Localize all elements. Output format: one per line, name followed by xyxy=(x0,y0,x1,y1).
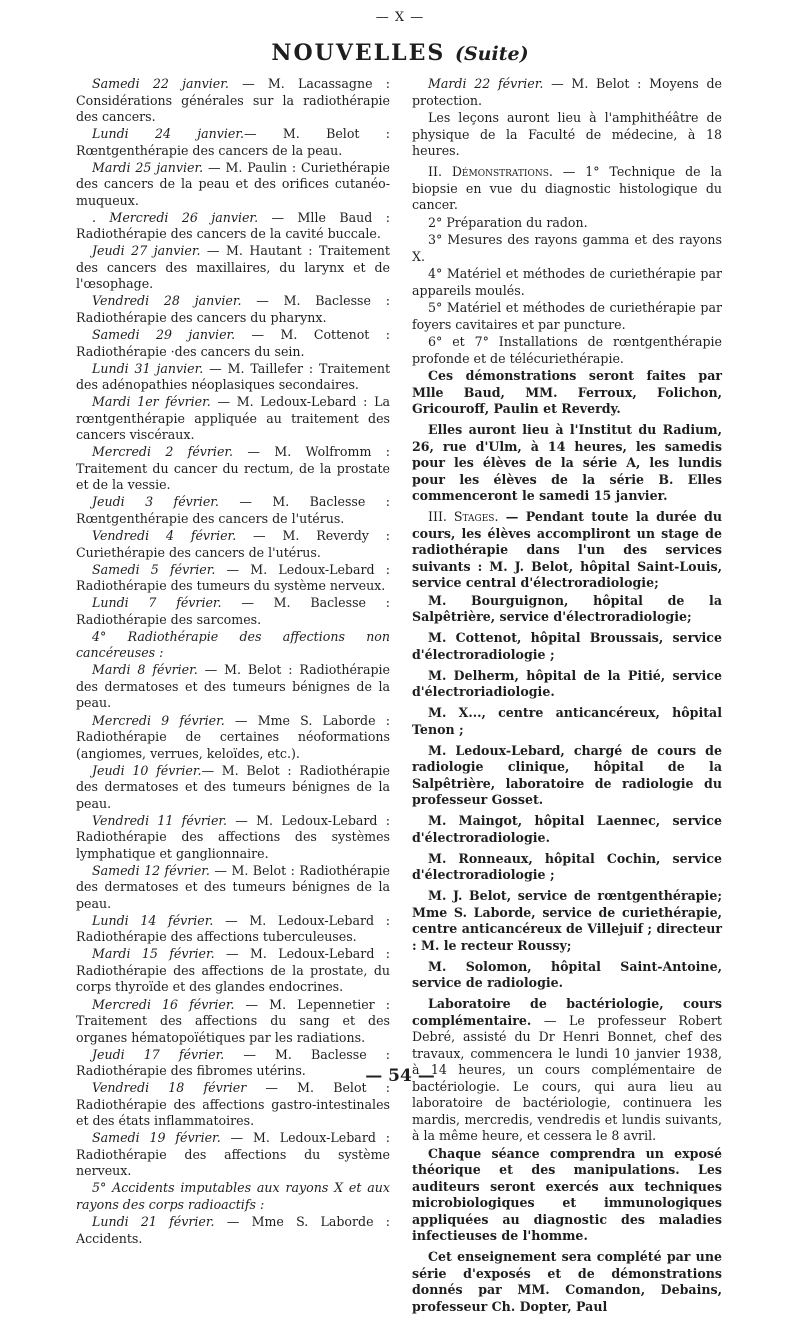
paragraph xyxy=(412,164,722,214)
date-label: Jeudi 3 février. xyxy=(92,494,219,510)
entry-text: 4° Radiothérapie des affections non cancéreuses : xyxy=(76,628,390,661)
entry-text: — M. Lacassagne : Considérations générales sur la radiothérapie des cancers. xyxy=(76,76,390,124)
lecture-entry xyxy=(76,126,390,159)
entry-text: — M. Baclesse : Rœntgenthérapie des cancers de l'utérus. xyxy=(76,494,390,526)
section-heading: II. Démonstrations. xyxy=(428,164,553,179)
date-label: . Mercredi 26 janvier. xyxy=(92,209,259,225)
date-label: Jeudi 27 janvier. xyxy=(92,243,201,259)
lecture-entry xyxy=(76,713,390,763)
entry-text: — M. Reverdy : Curiethérapie des cancers de l'utérus. xyxy=(76,528,391,560)
paragraph: 3° Mesures des rayons gamma et des rayons X. xyxy=(412,232,722,264)
date-label: Samedi 5 février. xyxy=(92,561,216,577)
paragraph: M. Cottenot, hôpital Broussais, service d'électroradiologie ; xyxy=(412,630,722,662)
paragraph: 2° Préparation du radon. xyxy=(428,214,588,230)
entry-text: — M. Ledoux-Lebard : La rœntgenthérapie appliquée au traitement des cancers viscéraux. xyxy=(76,394,390,443)
paragraph: M. Bourguignon, hôpital de la Salpêtrière, service d'électroradiologie; xyxy=(412,592,722,624)
lecture-entry xyxy=(76,243,390,293)
paragraph: Ces démonstrations seront faites par Mlle Baud, MM. Ferroux, Folichon, Gricouroff, Paulin et Reverdy. xyxy=(412,368,722,416)
entry-text: — M. Ledoux-Lebard : Radiothérapie des affections du système nerveux. xyxy=(76,1130,390,1179)
date-label: Mardi 15 février. xyxy=(92,946,215,962)
lecture-entry xyxy=(76,595,390,628)
date-label: Jeudi 17 février. xyxy=(92,1046,225,1062)
date-label: Samedi 29 janvier. xyxy=(92,327,236,343)
date-label: Mardi 25 janvier. xyxy=(92,159,204,175)
entry-text: — M. Belot : Radiothérapie des dermatoses et des tumeurs bénignes de la peau. xyxy=(76,862,390,911)
entry-text: — Mme S. Laborde : Radiothérapie de certaines néoformations (angiomes, verrues, keloïdes, etc.). xyxy=(76,712,391,761)
date-label: Jeudi 10 février. xyxy=(92,762,202,778)
lecture-entry xyxy=(76,1130,390,1180)
entry-text: — M. Belot : Rœntgenthérapie des cancers de la peau. xyxy=(76,126,390,158)
entry-text: — M. Ledoux-Lebard : Radiothérapie des affections tuberculeuses. xyxy=(76,912,390,945)
entry-text: — M. Belot : Radiothérapie des dermatoses et des tumeurs bénignes de la peau. xyxy=(76,762,390,811)
paragraph: Elles auront lieu à l'Institut du Radium, 26, rue d'Ulm, à 14 heures, les samedis pour les élèves de la série A, les lundis pour les élèves de la série B. Elles commenceront le samedi 15 janvier. xyxy=(412,422,722,503)
date-label: Vendredi 4 février. xyxy=(92,528,237,544)
date-label: Vendredi 28 janvier. xyxy=(92,293,242,309)
lecture-entry xyxy=(76,327,390,360)
date-label: Mercredi 2 février. xyxy=(92,444,234,460)
entry-text: — M. Hautant : Traitement des cancers des maxillaires, du larynx et de l'œsophage. xyxy=(76,243,390,292)
date-label: Vendredi 11 février. xyxy=(92,812,228,828)
lecture-entry xyxy=(76,1080,390,1130)
paragraph: M. X..., centre anticancéreux, hôpital Tenon ; xyxy=(412,705,722,737)
date-label: Mardi 1er février. xyxy=(92,394,211,410)
lecture-entry xyxy=(76,210,390,243)
lecture-entry xyxy=(76,293,390,326)
date-label: Lundi 14 février. xyxy=(92,912,214,928)
demo-list xyxy=(412,215,722,368)
date-label: Mardi 22 février. xyxy=(428,76,544,91)
paragraph: Cet enseignement sera complété par une série d'exposés et de démonstrations donnés par MM. Comandon, Debains, professeur Ch. Dopter, Paul xyxy=(412,1249,722,1314)
paragraph: M. Ledoux-Lebard, chargé de cours de radiologie clinique, hôpital de la Salpêtrière, laboratoire de radiologie du professeur Gosset. xyxy=(412,742,722,807)
section-title xyxy=(0,40,800,66)
entry-text: — Mlle Baud : Radiothérapie des cancers de la cavité buccale. xyxy=(76,209,390,242)
paragraph: M. Solomon, hôpital Saint-Antoine, service de radiologie. xyxy=(412,958,722,990)
entry-text: — M. Lepennetier : Traitement des affections du sang et des organes hématopoïétiques par les radiations. xyxy=(76,996,390,1045)
entry-text: — M. Taillefer : Traitement des adénopathies néoplasiques secondaires. xyxy=(76,360,391,393)
date-label: Lundi 24 janvier. xyxy=(92,126,245,142)
lecture-entry xyxy=(76,763,390,813)
entry-text: — M. Ledoux-Lebard : Radiothérapie des affections de la prostate, du corps thyroïde et des glandes endocrines. xyxy=(76,946,390,995)
lecture-entry xyxy=(76,394,390,444)
section-heading: Laboratoire de bactériologie, cours complémentaire. xyxy=(412,996,722,1028)
paragraph: M. Delherm, hôpital de la Pitié, service d'électroriadiologie. xyxy=(412,667,722,699)
lecture-entry xyxy=(76,1214,390,1247)
entry-text: — M. Baclesse : Radiothérapie des cancers du pharynx. xyxy=(76,293,390,325)
paragraph: M. Maingot, hôpital Laennec, service d'électroradiologie. xyxy=(412,813,722,845)
paragraph: Chaque séance comprendra un exposé théorique et des manipulations. Les auditeurs seront exercés aux techniques microbiologiques et immunologiques appliquées au diagnostic des maladies infectieuses de l'homme. xyxy=(412,1145,722,1243)
paragraph xyxy=(412,76,722,109)
paragraph: 6° et 7° Installations de rœntgenthérapie profonde et de télécuriethérapie. xyxy=(412,334,722,366)
entry-text: — M. Belot : Radiothérapie des dermatoses et des tumeurs bénignes de la peau. xyxy=(76,662,391,711)
section-heading: III. Stages. xyxy=(428,509,499,524)
lecture-entry xyxy=(76,562,390,595)
date-label: Mardi 8 février. xyxy=(92,662,198,678)
entry-text: 5° Accidents imputables aux rayons X et aux rayons des corps radioactifs : xyxy=(76,1180,390,1212)
paragraph xyxy=(412,509,722,592)
lecture-entry xyxy=(76,444,390,494)
stages-list xyxy=(412,593,722,992)
entry-text: — M. Paulin : Curiethérapie des cancers de la peau et des orifices cutanéo-muqueux. xyxy=(76,159,390,208)
paragraph-text: — 1° Technique de la biopsie en vue du diagnostic histologique du cancer. xyxy=(412,164,722,212)
date-label: Lundi 7 février. xyxy=(92,595,222,611)
lecture-entry xyxy=(76,629,390,662)
entry-text: — Mme S. Laborde : Accidents. xyxy=(76,1214,391,1246)
page-header-roman: — X — xyxy=(375,10,425,25)
date-label: Samedi 19 février. xyxy=(92,1130,221,1146)
date-label: Lundi 21 février. xyxy=(92,1214,215,1230)
paragraph: M. J. Belot, service de rœntgenthérapie; Mme S. Laborde, service de curiethérapie, centre anticancéreux de Villejuif ; directeur : M. le recteur Roussy; xyxy=(412,888,722,953)
title-suite: (Suite) xyxy=(454,43,529,65)
entry-text: — M. Cottenot : Radiothérapie ·des cancers du sein. xyxy=(76,327,390,359)
entry-text: — M. Baclesse : Radiothérapie des sarcomes. xyxy=(76,595,390,627)
date-label: Samedi 12 février. xyxy=(92,862,210,878)
lecture-entry xyxy=(76,997,390,1047)
title-main: NOUVELLES xyxy=(271,40,446,66)
lecture-entry xyxy=(76,361,390,394)
lecture-entry xyxy=(76,946,390,996)
lecture-entry xyxy=(76,813,390,863)
date-label: Vendredi 18 février xyxy=(92,1080,247,1096)
lecture-entry xyxy=(76,863,390,913)
paragraph: 4° Matériel et méthodes de curiethérapie par appareils moulés. xyxy=(412,266,722,298)
paragraph-text: — Le professeur Robert Debré, assisté du Dr Henri Bonnet, chef des travaux, commencera le lundi 10 janvier 1938, à 14 heures, un cours complémentaire de bactériologie. Le cours, qui aura lieu au laboratoire de bactériologie, continuera les mardis, mercredis, vendredis et lundis suivants, à la même heure, et cessera le 8 avril. xyxy=(412,1012,722,1143)
paragraph-text: — M. Belot : Moyens de protection. xyxy=(412,76,722,108)
lecture-entry xyxy=(76,160,390,210)
lecture-entry xyxy=(76,494,390,527)
paragraph: Les leçons auront lieu à l'amphithéâtre de physique de la Faculté de médecine, à 18 heures. xyxy=(412,110,722,158)
entry-text: — M. Ledoux-Lebard : Radiothérapie des affections des systèmes lymphatique et ganglionnaire. xyxy=(76,812,390,861)
demo-notes xyxy=(412,368,722,505)
entry-text: — M. Wolfromm : Traitement du cancer du rectum, de la prostate et de la vessie. xyxy=(76,444,390,493)
lecture-entry xyxy=(76,1180,390,1213)
date-label: Samedi 22 janvier. xyxy=(92,76,229,91)
paragraph: M. Ronneaux, hôpital Cochin, service d'électroradiologie ; xyxy=(412,850,722,882)
entry-text: — M. Belot : Radiothérapie des affections gastro-intestinales et des états inflammatoires. xyxy=(76,1080,390,1129)
page-number: — 54 — xyxy=(365,1066,435,1086)
lecture-entry xyxy=(76,913,390,946)
paragraph: 5° Matériel et méthodes de curiethérapie par foyers cavitaires et par puncture. xyxy=(412,300,722,332)
paragraph-text: — Pendant toute la durée du cours, les élèves accompliront un stage de radiothérapie dans l'un des services suivants : M. J. Belot, hôpital Saint-Louis, service central d'électroradiologie; xyxy=(412,509,723,590)
date-label: Lundi 31 janvier. xyxy=(92,360,204,376)
entry-text: — M. Ledoux-Lebard : Radiothérapie des tumeurs du système nerveux. xyxy=(76,561,390,594)
right-column xyxy=(412,76,722,1320)
entry-text: — M. Baclesse : Radiothérapie des fibromes utérins. xyxy=(76,1046,390,1079)
date-label: Mercredi 9 février. xyxy=(92,712,225,728)
lecture-entry xyxy=(76,662,390,712)
date-label: Mercredi 16 février. xyxy=(92,996,235,1012)
lecture-entry xyxy=(76,528,390,561)
lecture-entry xyxy=(76,76,390,126)
